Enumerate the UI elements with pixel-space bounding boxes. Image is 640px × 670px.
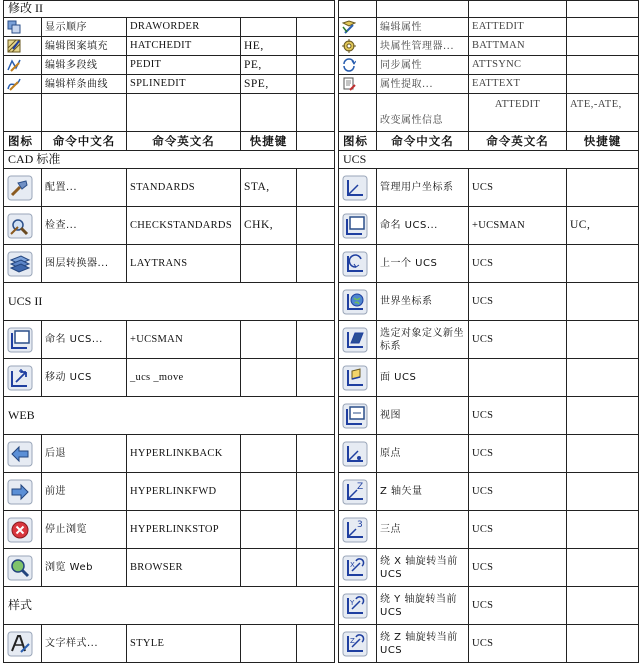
cn-name: 浏览 Web: [42, 549, 127, 587]
section-title-ucs-ii: UCS II: [4, 283, 335, 321]
table-row: [4, 549, 335, 587]
section-title-ucs: UCS: [339, 151, 639, 169]
table-row: [339, 587, 639, 625]
cn-name: 绕 Y 轴旋转当前 UCS: [377, 587, 469, 625]
shortcut: [241, 245, 297, 283]
svg-text:3: 3: [357, 519, 363, 530]
cn-name: 命名 UCS...: [42, 321, 127, 359]
table-row: [339, 321, 639, 359]
cn-name: 面 UCS: [377, 359, 469, 397]
named-ucs-icon: [7, 327, 33, 353]
header-cn: 命令中文名: [42, 132, 127, 151]
shortcut: [241, 359, 297, 397]
cn-name: 改变属性信息: [377, 94, 469, 132]
en-name: PEDIT: [127, 56, 241, 75]
shortcut: [567, 283, 639, 321]
object-ucs-icon: [342, 327, 368, 353]
header-en: 命令英文名: [127, 132, 241, 151]
eattext-icon: [342, 77, 356, 91]
battman-icon: [342, 39, 356, 53]
table-row: [339, 473, 639, 511]
table-row: [4, 18, 335, 37]
shortcut: [567, 511, 639, 549]
svg-text:Z: Z: [350, 636, 355, 645]
forward-arrow-icon: [7, 479, 33, 505]
shortcut: PE,: [241, 56, 297, 75]
shortcut: [567, 625, 639, 663]
en-name: CHECKSTANDARDS: [127, 207, 241, 245]
section-title-cad-standards: CAD 标准: [4, 151, 335, 169]
table-row: [339, 359, 639, 397]
cn-name: 三点: [377, 511, 469, 549]
en-name: UCS: [469, 245, 567, 283]
view-ucs-icon: [342, 403, 368, 429]
svg-text:X: X: [350, 560, 355, 569]
en-name: UCS: [469, 169, 567, 207]
en-name: UCS: [469, 397, 567, 435]
cn-name: 编辑样条曲线: [42, 75, 127, 94]
cn-name: 绕 Z 轴旋转当前 UCS: [377, 625, 469, 663]
table-row: [339, 511, 639, 549]
checkstandards-icon: [7, 213, 33, 239]
en-name: HYPERLINKBACK: [127, 435, 241, 473]
cn-name: 上一个 UCS: [377, 245, 469, 283]
cn-name: 检查...: [42, 207, 127, 245]
shortcut: CHK,: [241, 207, 297, 245]
shortcut: HE,: [241, 37, 297, 56]
en-name: STYLE: [127, 625, 241, 663]
en-name: UCS: [469, 587, 567, 625]
world-ucs-icon: [342, 289, 368, 315]
browse-icon: [7, 555, 33, 581]
hatchedit-icon: [7, 39, 21, 53]
en-name: UCS: [469, 473, 567, 511]
table-row: [4, 207, 335, 245]
cn-name: 块属性管理器...: [377, 37, 469, 56]
table-row: [4, 245, 335, 283]
table-row: [339, 75, 639, 94]
table-row: [4, 625, 335, 663]
pedit-icon: [7, 58, 21, 72]
en-name: HATCHEDIT: [127, 37, 241, 56]
shortcut: [241, 473, 297, 511]
cn-name: 移动 UCS: [42, 359, 127, 397]
table-row: [4, 321, 335, 359]
table-row: [4, 37, 335, 56]
table-row: [339, 549, 639, 587]
shortcut: ATE,-ATE,: [567, 94, 639, 132]
laytrans-icon: [7, 251, 33, 277]
draworder-icon: [7, 20, 21, 34]
attsync-icon: [342, 58, 356, 72]
cn-name: 显示顺序: [42, 18, 127, 37]
section-title-modify-ii: 修改 II: [4, 1, 335, 18]
header-icon: 图标: [4, 132, 42, 151]
header-row: [4, 132, 335, 151]
en-name: EATTEXT: [469, 75, 567, 94]
back-arrow-icon: [7, 441, 33, 467]
rotate-y-icon: [342, 593, 368, 619]
splinedit-icon: [7, 77, 21, 91]
cn-name: 原点: [377, 435, 469, 473]
table-row: [339, 625, 639, 663]
table-row: [339, 56, 639, 75]
en-name: HYPERLINKSTOP: [127, 511, 241, 549]
shortcut: [567, 37, 639, 56]
en-name: EATTEDIT: [469, 18, 567, 37]
en-name: ATTSYNC: [469, 56, 567, 75]
header-sc: 快捷键: [241, 132, 297, 151]
shortcut: SPE,: [241, 75, 297, 94]
header-sc: 快捷键: [567, 132, 639, 151]
cn-name: 前进: [42, 473, 127, 511]
shortcut: [567, 321, 639, 359]
rotate-x-icon: [342, 555, 368, 581]
table-row: [4, 56, 335, 75]
table-row: [339, 435, 639, 473]
en-name: +UCSMAN: [127, 321, 241, 359]
cn-name: 同步属性: [377, 56, 469, 75]
cn-name: 停止浏览: [42, 511, 127, 549]
en-name: UCS: [469, 321, 567, 359]
en-name: _ucs _move: [127, 359, 241, 397]
three-point-icon: [342, 517, 368, 543]
en-name: BROWSER: [127, 549, 241, 587]
table-row: [339, 18, 639, 37]
table-row: [4, 75, 335, 94]
en-name: UCS: [469, 625, 567, 663]
shortcut: [241, 625, 297, 663]
cn-name: 编辑属性: [377, 18, 469, 37]
header-icon: 图标: [339, 132, 377, 151]
rotate-z-icon: [342, 631, 368, 657]
cn-name: 配置...: [42, 169, 127, 207]
move-ucs-icon: [7, 365, 33, 391]
eattedit-icon: [342, 20, 356, 34]
z-vector-icon: [342, 479, 368, 505]
left-command-table: [3, 0, 334, 663]
table-row: [339, 207, 639, 245]
en-name: ATTEDIT: [469, 94, 567, 132]
en-name: +UCSMAN: [469, 207, 567, 245]
en-name: [469, 359, 567, 397]
named-ucs-icon: [342, 213, 368, 239]
shortcut: [567, 56, 639, 75]
header-row: [339, 132, 639, 151]
table-row: [339, 37, 639, 56]
text-style-icon: [7, 631, 33, 657]
en-name: UCS: [469, 549, 567, 587]
standards-icon: [7, 175, 33, 201]
cn-name: 选定对象定义新坐标系: [377, 321, 469, 359]
shortcut: UC,: [567, 207, 639, 245]
table-row: [339, 169, 639, 207]
shortcut: [241, 18, 297, 37]
en-name: UCS: [469, 283, 567, 321]
cn-name: 图层转换器...: [42, 245, 127, 283]
en-name: STANDARDS: [127, 169, 241, 207]
en-name: DRAWORDER: [127, 18, 241, 37]
origin-ucs-icon: [342, 441, 368, 467]
cn-name: 后退: [42, 435, 127, 473]
table-row: [339, 245, 639, 283]
table-row: [339, 397, 639, 435]
cn-name: 文字样式...: [42, 625, 127, 663]
shortcut: [567, 245, 639, 283]
shortcut: [567, 397, 639, 435]
shortcut: [567, 75, 639, 94]
table-row: [4, 359, 335, 397]
header-en: 命令英文名: [469, 132, 567, 151]
shortcut: [241, 511, 297, 549]
section-title-style: 样式: [4, 587, 335, 625]
en-name: SPLINEDIT: [127, 75, 241, 94]
shortcut: [241, 321, 297, 359]
shortcut: [567, 435, 639, 473]
shortcut: [567, 549, 639, 587]
cn-name: 编辑图案填充: [42, 37, 127, 56]
header-cn: 命令中文名: [377, 132, 469, 151]
cn-name: 命名 UCS...: [377, 207, 469, 245]
cn-name: Z 轴矢量: [377, 473, 469, 511]
table-row: [339, 94, 639, 132]
table-row: [4, 435, 335, 473]
face-ucs-icon: [342, 365, 368, 391]
right-command-table: [338, 0, 638, 663]
shortcut: [567, 587, 639, 625]
manage-ucs-icon: [342, 175, 368, 201]
shortcut: [567, 18, 639, 37]
shortcut: STA,: [241, 169, 297, 207]
shortcut: [567, 473, 639, 511]
svg-text:Y: Y: [350, 598, 355, 607]
cn-name: 编辑多段线: [42, 56, 127, 75]
stop-icon: [7, 517, 33, 543]
svg-text:Z: Z: [357, 481, 364, 492]
shortcut: [567, 169, 639, 207]
table-row: [4, 511, 335, 549]
cn-name: 管理用户坐标系: [377, 169, 469, 207]
table-row: [339, 283, 639, 321]
section-title-web: WEB: [4, 397, 335, 435]
cn-name: 绕 X 轴旋转当前 UCS: [377, 549, 469, 587]
shortcut: [241, 549, 297, 587]
en-name: BATTMAN: [469, 37, 567, 56]
shortcut: [567, 359, 639, 397]
table-row: [4, 473, 335, 511]
shortcut: [241, 435, 297, 473]
en-name: UCS: [469, 511, 567, 549]
cn-name: 世界坐标系: [377, 283, 469, 321]
cn-name: 属性提取...: [377, 75, 469, 94]
en-name: LAYTRANS: [127, 245, 241, 283]
previous-ucs-icon: [342, 251, 368, 277]
table-row: [4, 169, 335, 207]
en-name: HYPERLINKFWD: [127, 473, 241, 511]
en-name: UCS: [469, 435, 567, 473]
cn-name: 视图: [377, 397, 469, 435]
